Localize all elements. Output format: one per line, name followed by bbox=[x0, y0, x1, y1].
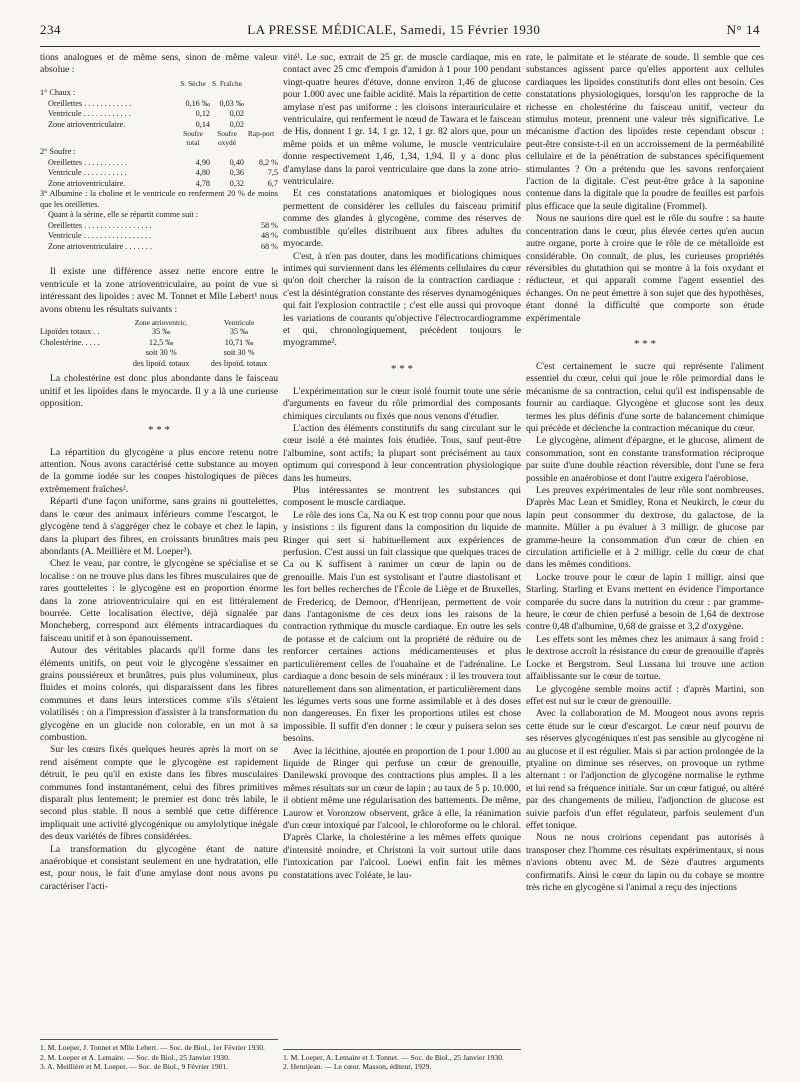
table-row: Oreillettes . . . . . . . . . . . 4,90 0,40 8,2 % bbox=[48, 157, 278, 167]
paragraph: Le glycogène, aliment d'épargne, et le glucose, aliment de consommation, sont en constante transformation réciproque par suite d'une double réaction réversible, dont l'une se fera possible en anaérobiose et dont l'autre exigera l'aérobiose. bbox=[526, 435, 764, 484]
table-row: Cholestérine. . . . . 12,5 ‰ 10,71 ‰ bbox=[40, 337, 254, 347]
footnotes bbox=[283, 1049, 521, 1072]
table-row: Ventricule . . . . . . . . . . . 4,80 0,36 7,5 bbox=[48, 168, 278, 178]
paragraph: L'action des éléments constitutifs du sang circulant sur le cœur isolé a été maintes fois étudiée. Tous, sauf peut-être l'albumine, sont actifs; la plupart sont précisément au taux optimum qui correspond à leur concentration physiologique dans les humeurs. bbox=[283, 422, 521, 484]
paragraph: Et ces constatations anatomiques et biologiques nous permettent de considérer les cellules du faisceau primitif comme des glandes à glycogène, comme des réserves de combustible qu'elles distribuent aux fibres adultes du myocarde. bbox=[283, 188, 521, 250]
table-row: Ventricule . . . . . . . . . . . . 0,12 0,02 bbox=[48, 109, 244, 119]
column-1 bbox=[40, 52, 278, 1072]
paragraph: Avec la lécithine, ajoutée en proportion de 1 pour 1.000 au liquide de Ringer qui perfuse un cœur de grenouille, Danilewski provoque des contractions plus amples. Il a les mêmes résultats sur un cœur de lapin ; au taux de 5 p. 10.000, il obtient même une régularisation des battements. De même, Laurow et Voronzow observent, grâce à elle, la réanimation d'un cœur intoxiqué par l'alcool, le chloroforme ou le chloral. D'après Clarke, la cholestérine a les mêmes effets quoique d'intensité moindre, et Christoni la voit surtout utile dans l'intoxication par l'alcool. Loewi enfin fait les mêmes constatations avec l'oléate, le lau- bbox=[283, 745, 521, 881]
table-row: Oreillettes . . . . . . . . . . . . . . . . . 58 % bbox=[48, 220, 278, 230]
table-group-label: 2° Soufre : bbox=[40, 147, 76, 157]
table-group-label: 3° Albumine : la choline et le ventricule en renferment 20 % de moins que les oreillettes. bbox=[40, 189, 278, 209]
composition-table bbox=[40, 80, 278, 253]
running-header bbox=[40, 22, 760, 47]
paragraph: Locke trouve pour le cœur de lapin 1 milligr. ainsi que Starling. Starling et Evans mettent en évidence l'importance comparée du sucre dans la nutrition du cœur : par gramme-heure, le cœur de chien perfusé a besoin de 1,64 de dextrose contre 0,48 d'albumine, 0,68 de graisse et 3,2 d'oxygène. bbox=[526, 571, 764, 633]
issue-number: N° 14 bbox=[726, 22, 760, 37]
table-header: S. Sèche bbox=[180, 78, 206, 88]
section-ornament: * * * bbox=[634, 337, 656, 350]
paragraph: Réparti d'une façon uniforme, sans grains ni gouttelettes, dans le cœur des animaux inférieurs comme l'escargot, le glycogène tend à s'aggréger chez le cobaye et chez le lapin, dans la plupart des fibres, en croissants brunâtres mais peu abondants (A. Meillière et M. Loeper³). bbox=[40, 496, 278, 557]
footnote: 1. M. Loeper, A. Lemaire et J. Tonnet. — Soc. de Biol., 25 Janvier 1930. bbox=[283, 1052, 504, 1062]
paragraph: Avec la collaboration de M. Mougeot nous avons repris cette étude sur le cœur d'escargot. Le cœur neuf pourvu de ses réserves glycogéniques n'est pas sensible au glycogène ni au glucose et il est régulier. Mais si par action prolongée de la ptyaline on diminue ses réserves, on provoque un rythme alternant : or l'adjonction de glycogène normalise le rythme et lui rend sa fréquence initiale. Sur un cœur fatigué, ou altéré par des changements de milieu, l'adjonction de glucose est suivie parfois d'un effet régulateur, parfois seulement d'un effet tonique. bbox=[526, 708, 764, 831]
table-group-label: 1° Chaux : bbox=[40, 88, 76, 98]
table-row: Ventricule . . . . . . . . . . . . . . . . . 48 % bbox=[48, 231, 278, 241]
table-row: soit 30 % soit 30 % bbox=[145, 348, 255, 358]
table-row: des lipoïd. totaux des lipoïd. totaux bbox=[132, 358, 268, 368]
paragraph: Chez le veau, par contre, le glycogène se spécialise et se localise : on ne trouve plus dans les fibres musculaires que de rares gouttelettes : le glycogène est en proportion énorme dans la zone atrioventriculaire qui en est littéralement bourrée. Cette localisation élective, déjà signalée par Moncheberg, correspond aux éléments intracardiaques du faisceau unitif et à son épanouissement. bbox=[40, 558, 278, 644]
table-header: Zone atrioventric. bbox=[134, 317, 188, 327]
footnote: 2. Henrijean. — Le cœur. Masson, éditeur, 1929. bbox=[283, 1062, 432, 1072]
paragraph: Le glycogène semble moins actif : d'après Martini, son effet est nul sur le cœur de grenouille. bbox=[526, 683, 764, 707]
table-row: Zone atrioventriculaire. 0,14 0,02 bbox=[48, 119, 244, 129]
paragraph: La cholestérine est donc plus abondante dans le faisceau unitif et les lipoïdes dans le myocarde. Il y a là une curieuse opposition. bbox=[40, 373, 278, 410]
table-header: S. Fraîche bbox=[212, 78, 242, 88]
paragraph: vité¹. Le suc, extrait de 25 gr. de muscle cardiaque, mis en contact avec 25 cmc d'empois d'amidon à 1 pour 100 pendant vingt-quatre heures d'étuve, donne environ 1,46 de glucose pour 1.000 avec une faible acidité. Mais la répartition de cette amylase n'est pas uniforme : les cloisons interauriculaire et ventriculaire, qui renferment le nœud de Tawara et le faisceau de His, donnent 1 gr. 14, 1 gr. 12, 1 gr. 82 alors que, pour un même poids et un même volume, le muscle ventriculaire donne respectivement 1,46, 1,34, 1,94. Il y a donc plus d'amylase dans la paroi ventriculaire que dans la zone atrio-ventriculaire. bbox=[283, 52, 521, 188]
paragraph: C'est certainement le sucre qui représente l'aliment essentiel du cœur, celui qui joue le rôle primordial dans le mécanisme de sa contraction, celui qu'il est indispensable de fournir au cardiaque. Glycogène et glucose sont les deux termes les plus définis d'une sorte de balancement chimique qui précède et déclenche la contraction mécanique du cœur. bbox=[526, 360, 764, 434]
table-header: Ventricule bbox=[223, 317, 255, 327]
paragraph: Il existe une différence assez nette encore entre le ventricule et la zone atrioventriculaire, au point de vue si intéressant des lipoïdes : avec M. Tonnet et Mlle Lebert¹ nous avons obtenu les résultats suivants : bbox=[40, 266, 278, 315]
paragraph: Les preuves expérimentales de leur rôle sont nombreuses. D'après Mac Lean et Smidley, Rona et Neukirch, le cœur du lapin peut consommer du dextrose, du galactose, de la mannite. Müller a pu évaluer à 3 milligr. de glucose par gramme-heure la consommation d'un cœur de chien en circulation artificielle et à 2 milligr. celle du cœur de chat dans les mêmes conditions. bbox=[526, 485, 764, 571]
paragraph: Nous ne saurions dire quel est le rôle du soufre : sa haute concentration dans le cœur, plus élevée certes qu'en aucun autre organe, porte à croire que le rôle de ce métalloïde est considérable. On connaît, de plus, les curieuses propriétés réversibles du glutathion qui se montre à la fois oxydant et réducteur, et qui apparaît comme l'agent essentiel des échanges. On ne peut émettre à son sujet que des hypothèses, étant donné la difficulté que comporte son étude expérimentale bbox=[526, 213, 764, 324]
paragraph: Autour des véritables placards qu'il forme dans les éléments unitifs, on peut voir le glycogène s'essaimer en grains poussiéreux et brunâtres, puis plus volumineux, plus fluides et moins colorés, qui disparaissent dans les fibres communes et dans leurs interstices comme s'ils s'étaient volatilisés : on a l'impression d'assister à la transformation du glycogène en un glucide non colorable, en un mot à sa combustion. bbox=[40, 645, 278, 743]
page-number: 234 bbox=[40, 22, 61, 37]
paragraph: Nous ne nous croirions cependant pas autorisés à transposer chez l'homme ces résultats expérimentaux, si nous n'avions obtenu avec M. de Sèze d'autres arguments confirmatifs. Ainsi le cœur du lapin ou du cobaye se montre très riche en glycogène si l'animal a reçu des injections bbox=[526, 832, 764, 893]
journal-title: LA PRESSE MÉDICALE, Samedi, 15 Février 1930 bbox=[247, 22, 541, 37]
table-row: Oreillettes . . . . . . . . . . . . 0,16 ‰ 0,03 ‰ bbox=[48, 98, 244, 108]
paragraph: Le rôle des ions Ca, Na ou K est trop connu pour que nous y insistions : ils figurent dans la composition du liquide de Ringer qui sert si habituellement aux expériences de perfusion. C'est aussi un fait classique que quelques traces de Ca ou K suffisent à ranimer un cœur de lapin ou de grenouille. Mais l'un est systolisant et l'autre diastolisant et les fort belles recherches de l'École de Liège et de Bruxelles, de Fredericq, de Demoor, d'Henrijean, permettent de voir dans l'antagonisme de ces deux ions les raisons de la contraction rythmique du muscle cardiaque. En outre les sels de potasse et de calcium ont la propriété de réduire ou de renforcer certaines actions médicamenteuses et plus particulièrement celles de l'ouabaïne et de l'adrénaline. Le cardiaque a donc besoin de sels minéraux : il les trouvera tout naturellement dans son alimentation, et particulièrement dans les légumes verts sous une forme assimilable et à des doses non dangereuses. En fixer les proportions utiles est chose impossible. Il suffit d'en donner : le cœur y puisera selon ses besoins. bbox=[283, 509, 521, 745]
footnote: 3. A. Meillière et M. Loeper. — Soc. de Biol., 9 Février 1901. bbox=[40, 1062, 229, 1072]
paragraph: La répartition du glycogène a plus encore retenu notre attention. Nous avons caractérisé cette substance au moyen de la gomme iodée sur les coupes histologiques de pièces extrêmement fraîches². bbox=[40, 446, 278, 495]
table-row: Zone atrioventriculaire . . . . . . . 68 % bbox=[48, 241, 278, 251]
paragraph: rate, le palmitate et le stéarate de soude. Il semble que ces substances agissent parce qu'elles apportent aux cellules cardiaques les lipoïdes constitutifs dont elles ont besoin. Ces constatations physiologiques, lorsqu'on les rapproche de la richesse en cholestérine du faisceau unitif, vecteur du stimulus moteur, prennent une valeur très significative. Le mécanisme d'action des lipoïdes reste cependant obscur : peut-être consiste-t-il en un accroissement de la perméabilité cellulaire et de la pénétration de substances spécifiquement stimulantes ? On a prétendu que les savons renforçaient l'action de la digitale. C'est peut-être grâce à la saponine contenue dans la digitale que la poudre de feuilles est parfois plus efficace que la seule digitaline (Frommel). bbox=[526, 52, 764, 212]
paragraph: Plus intéressantes se montrent les substances qui composent le muscle cardiaque. bbox=[283, 485, 521, 509]
footnotes bbox=[40, 1039, 278, 1072]
column-2 bbox=[283, 52, 521, 1072]
column-3 bbox=[526, 52, 764, 1072]
table-note: Quant à la sérine, elle se répartit comme suit : bbox=[48, 210, 199, 220]
section-ornament: * * * bbox=[391, 362, 413, 375]
footnote: 1. M. Loeper, J. Tonnet et Mlle Lebert. — Soc. de Biol., 1er Février 1930. bbox=[40, 1043, 265, 1053]
table-header: Soufre oxydé bbox=[217, 129, 237, 147]
paragraph: tions analogues et de même sens, sinon de même valeur absolue : bbox=[40, 52, 278, 76]
table-row: Zone atrioventriculaire. 4,78 0,32 6,7 bbox=[48, 178, 278, 188]
paragraph: La transformation du glycogène étant de nature anaérobique et consistant seulement en une hydratation, elle est, pour nous, le fait d'une amylase dont nous avons pu caractériser l'acti- bbox=[40, 843, 278, 892]
lipid-table bbox=[40, 319, 278, 370]
section-ornament: * * * bbox=[148, 423, 170, 436]
table-header: Soufre total bbox=[183, 129, 203, 147]
footnote: 2. M. Loeper et A. Lemaire. — Soc. de Biol., 25 Janvier 1930. bbox=[40, 1052, 230, 1062]
paragraph: Les effets sont les mêmes chez les animaux à sang froid : le dextrose accroît la résistance du cœur de grenouille d'après Locke et Bergstrom. Seul Lussana lui trouve une action affaiblissante sur le cœur de tortue. bbox=[526, 633, 764, 683]
paragraph: C'est, à n'en pas douter, dans les modifications chimiques intimes qui surviennent dans les éléments cellulaires du cœur qu'on doit chercher la raison de la contraction cardiaque : c'est la désintégration constante des réserves dynamogéniques qui fait l'explosion contractile ; c'est elle aussi qui provoque les variations de courants qu'objective l'électrocardiogramme et qui, chronologiquement, précèdent toujours le myogramme². bbox=[283, 250, 521, 349]
table-row: Lipoïdes totaux . . 35 ‰ 35 ‰ bbox=[40, 327, 249, 337]
table-header: Rap-port bbox=[247, 129, 275, 139]
paragraph: L'expérimentation sur le cœur isolé fournit toute une série d'arguments en faveur du rôle primordial des composants chimiques circulants ou fixés que nous venons d'étudier. bbox=[283, 385, 521, 422]
paragraph: Sur les cœurs fixés quelques heures après la mort on se rend aisément compte que le glycogène est rapidement détruit, le peu qu'il en existe dans les fibres musculaires communes fond instantanément, celui des fibres primitives disparaît plus lentement; le premier est donc très labile, le second plus stable. Il nous a semblé que cette différence impliquait une activité glycogénique ou amylolytique inégale des deux variétés de fibres considérées. bbox=[40, 744, 278, 843]
